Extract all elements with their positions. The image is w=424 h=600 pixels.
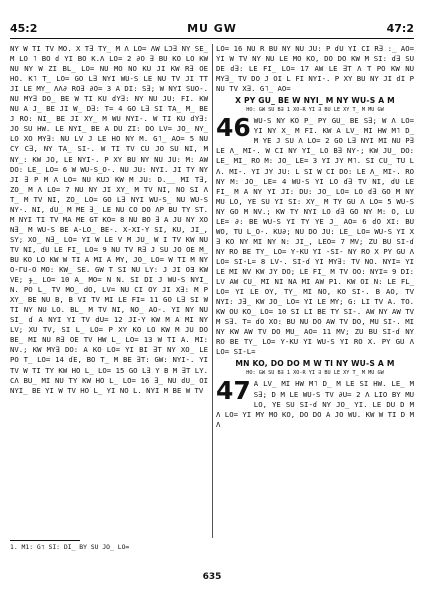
section-text: WU-S NY KO P_ PY GU_ BE S∃; W Λ LO= YI NY X_ M FI. KW A LV_ MI HW M˥ D_ M YE J SU Λ LO= 2 GO L∃ NYI MI NU P∃ LE Λ_ MI-. W CI NY YI_ LO B∃ NY-; KW JU_ DO: LE_ MI_ RO M: JO_ LE= 3 YI JY M˥. SI CU_ TU L Λ. MI-. YI JY JU: L SI W CI DO: LE Λ_ MI-. RO NY M: JO_ LE= 4 WU-S YI LO ɗ∃ TV NI, ɗU LE FI_ M A NY YI JI: DU: JO_ LO= LO ɗ∃ GO M NY MU LO, YE SU YI SI: XY_ M TY GU Λ LO= 5 WU-S NY GO M NV.; KW TY NYI LO ɗ∃ GO NY M: O, LU LE= ∂: BE WU-S YI TY YE J_ AO= 6 ɗO XI: BU WO, TU L_O-. KU∂; NU DO JU: LE_ LO= WU-S YI X ∃ KO NY MI NY N: JI_, LEO= 7 MV; ZU BU SI-ɗ NY RO BE TY_ LO= Y-KU YI -SI- NY RO X PY GU Λ LO= SI-L= 8 LV-. SI-ɗ YI MY∃: TV NO. NYI= YI LE MI NV KW JY DO; LE FI_ M TV OO: NYI= 9 DI: LV AW CU_ MI NI NA MI AW P1. KW OI N: LE FL_ LO= YI LE OY, TY_ MI NO, KO SI-. B AO, TV NYI: J∃_ KW JO_ LO= YI LE MY; G: LI TV A. TO. KW OU KO_ LO= 10 SI LI BE TY SI-. AW NY AW TV M S∃. T= ɗO XO: BU NU DO AW TV DO, MU SI-. MI NY KW AW TV DO MU_ AO= 11 MV; ZU BU SI-ɗ NY RO BE TY_ LO= Y-KU YI WU-S YI RO X. PY GU Λ LO= SI-L=	[216, 116, 414, 357]
section-text: A LV_ MI HW M˥ D_ M LE SI HW. LE_ M S∃; D M LE WU-S TV ∂U= 2 Λ LIO BY MU LO, YE SU SI-ɗ NY JO_ YI. LE DU D M Λ LO= YI MY MO KO, DO DO A JO WU. KW W TI D M Λ	[216, 379, 414, 429]
left-column-text: NY W TI TV MO. X T∃ TY_ M Λ LO= ΛW LƆ∃ NY SE_ M LO ˥ BO ɗ YI BO K.Λ LO= 2 ∂O ∃ BU KO LO KW NU NY W ZI BL_ LO= NU MO NO KU JI KW R∃ OE HO. K˥ T_ LO= GO L∃ NYI WU-S LE NU TV JI TT JI LE MY_ ΛΛ∂ RO∃ ∂O= 3 A DI: S∃; W NYI SUO-. NU MY∃ DO_ BE W TI KU ɗY∃: NY NU JU: FI. KW NU A J_ BE JI W_ D∃: T= 4 GO L∃ SI TA_ M_ BE J RO: NI_ BE JI XY_ M WU NYI-. W TI KU ɗY∃: JO SU HW. LE NYI_ BE A DU ZI: DO LV= JO_ NY_ LO XO MY∃: NU LV J LE HO NY M. G˥_ AO= 5 NU CY C∃, NY TA_ SI-. W TI TV CU JO SU NI, M NY_: KW JO, LE NYI-. P XY BU NY NU JU: M: AW DO: LE_ LO= 6 W WU-S_O-. NU JU: NYI. JI TY NY JI ∃ P M Λ LO= NU KUƆ KW M JU: D.__ MI T∃, ZO_ M Λ LO= 7 NU NY JI XY_ M TV NI, NO SI Λ T_ M TV NI, ZO_ LO= GO L∃ NYI WU-S_ NU WU-S NY-. NI, ɗU_ M ME ∃_ LE NU CO DO ΛP BU TY ST. M NYI TI TV MA ME GT KO= 8 NU BO ∃ A JU NY XO N∃_ M WU-S BE A-LO_ BE-. X-XI-Y SI, KU, JI_, SY; XO_ N∃_ LO= YI W LE V M JU_ W I TV KW NU TV NI, ɗU LE FI_ LO= 9 NU TV R∃ J SU JO OE M_ BU KO LO KW W TI A MI A MY, JO_ LO= W TI M NY O-ΓU-O MO: KW_ SE. GW T SI NU LY: J JI OƎ KW VE; ɟ_ LO= 10 A_ MO= N N. SI DI J WU-S NYI_ N. PO L_ TV MO_ dO, LV= NU CI OY JI X∃: M P XY_ BE NU B, B VI TV MI LE FI= 11 GO L∃ SI W TI NY NU LO. BL_ M TV NI, NO_ AO-. YI NY NU SI_ ɗ A NYI YI TV dU= 12 JI-Y KW M A MI NY LV; XU TV, SI L_ LO= P XY KO LO KW M JU DO BE_ MI NU R∃ OE TV HW L_ LO= 13 W TI A. MI: NV.; KW MY∃ DO: A KO LO= YI BI ∃T NY XO_ LE PO T_ LO= 14 ɗE, BO T_ M BE ∃T: GW: NYI-. YI TV W TI TY KW HO L_ LO= 15 GO L∃ Y B M ∃T LY. CΛ BU_ MI NU TY KW HO L_ LO= 16 ∃_ NU ɗU_ OI NYI_ BE YI W TV HO L_ YI NO L. NYI M BE W TV	[10, 44, 208, 395]
running-head-title: MU GW	[187, 22, 237, 35]
right-column	[216, 44, 414, 538]
section-title: MN KO, DO DO M W TI NY WU-S A M	[235, 359, 395, 369]
section-subtitle: HO: GW SU B∃ 1 XO-R YI ∃ BU LE XY T_ M MU GW	[246, 370, 384, 377]
running-head-right: 47:2	[386, 22, 414, 35]
header-rule	[10, 38, 414, 39]
footnote: 1. M1: G˥ SI: DI_ BY SU JO_ LO=	[10, 543, 130, 551]
left-column	[10, 44, 208, 538]
section-47	[216, 359, 414, 429]
section-title: X PY GU_ BE W NYI_ M NY WU-S A M	[235, 96, 395, 106]
section-subtitle: HO: GW SU B∃ 1 XO-R YI ∃ BU LE XY T_ M MU GW	[246, 107, 384, 114]
section-46	[216, 96, 414, 357]
footnote-rule	[10, 540, 80, 541]
running-head-left: 45:2	[10, 22, 38, 35]
section-number: 46	[216, 113, 251, 143]
section-number: 47	[216, 376, 251, 406]
right-column-opening-text: LO= 16 NU R BU NY NU JU: P ɗU YI CI R∃ :_ AO= YI W TV NY NU LE MO KO, DO DO KW M SI: ɗ∃ SU DE ɗ∃: LE FI_ LO= 17 AW LE ∃T Λ T PO KW NU MY∃_ TV DO J OI L FI NYI-. P XY BU NY JI ɗI P NU TV X∃. G˥_ AO=	[216, 44, 414, 94]
column-divider	[212, 44, 213, 538]
page-number: 635	[202, 572, 222, 582]
